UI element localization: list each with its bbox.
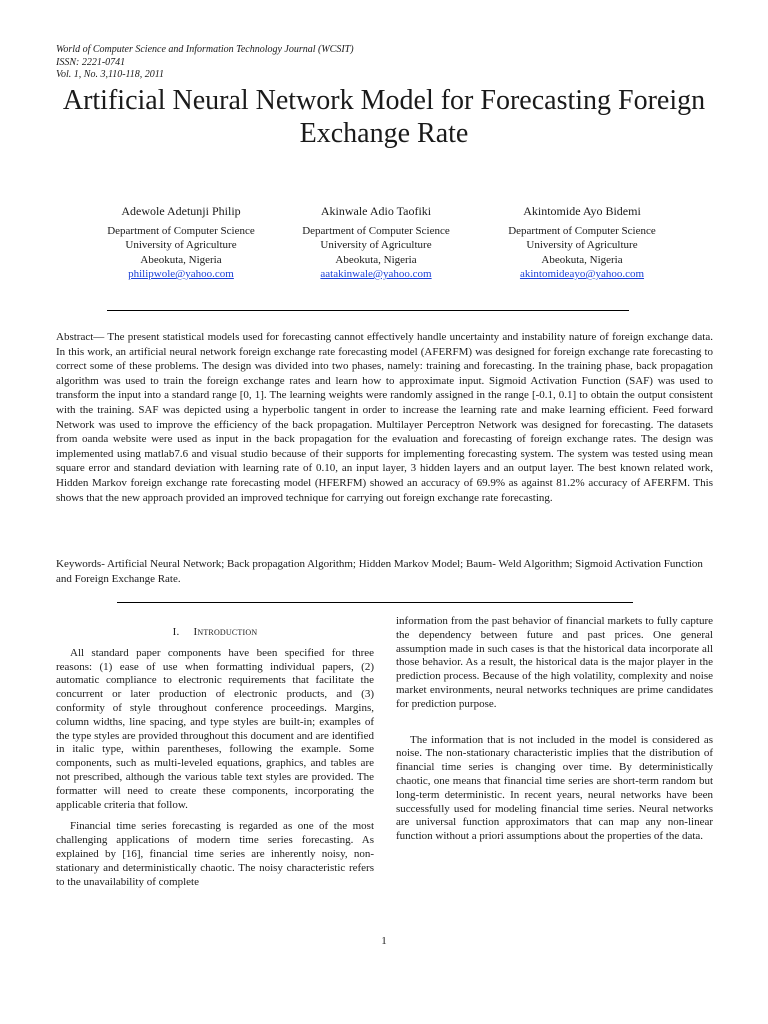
section-number: I. [172, 626, 180, 638]
paragraph: information from the past behavior of financial markets to fully capture the dependency between future and past prices. One general assumption made in such cases is that the historical data incorporate all those behavior. As a result, the historical data is the major player in the prediction process. Because of the high volatility, complexity and noise market environments, neural networks techniques are prime candidates for prediction purpose. [396, 615, 713, 710]
author-department: Department of Computer Science [302, 224, 450, 237]
paragraph: Financial time series forecasting is regarded as one of the most challenging applications of modern time series forecasting. As explained by [16], financial time series are inherently noisy, non-stationary and deterministically chaotic. The noisy characteristic refers to the unavailability of complete [56, 820, 374, 888]
divider-bottom [117, 602, 633, 603]
author-2 [283, 204, 469, 282]
journal-issn: ISSN: 2221-0741 [56, 56, 126, 68]
author-name: Akinwale Adio Taofiki [320, 204, 432, 218]
keywords-text: Keywords- Artificial Neural Network; Back propagation Algorithm; Hidden Markov Model; Baum- Weld Algorithm; Sigmoid Activation Function and Foreign Exchange Rate. [56, 558, 703, 585]
right-column [396, 615, 713, 844]
author-name: Akintomide Ayo Bidemi [523, 204, 641, 218]
author-1 [88, 204, 274, 282]
journal-volume: Vol. 1, No. 3,110-118, 2011 [56, 69, 165, 80]
divider-top [107, 310, 629, 311]
page-number: 1 [381, 935, 387, 947]
author-department: Department of Computer Science [107, 224, 255, 237]
author-university: University of Agriculture [320, 239, 432, 251]
author-university: University of Agriculture [526, 239, 638, 251]
abstract-text: Abstract— The present statistical models used for forecasting cannot effectively handle uncertainty and instability nature of foreign exchange data. In this work, an artificial neural network foreign exchange rate forecasting model (AFERFM) was designed for foreign exchange rate forecasting to correct some of these problems. The design was divided into two phases, namely: training and forecasting. In the training phase, back propagation algorithm was used to train the foreign exchange rates and learn how to approximate input. Sigmoid Activation Function (SAF) was used to transform the input into a standard range [0, 1]. The learning weights were randomly assigned in the range [-0.1, 0.1] to obtain the output consistent with the training. SAF was depicted using a hyperbolic tangent in order to increase the learning rate and make learning efficient. Feed forward Network was used to improve the efficiency of the back propagation. Multilayer Perceptron Network was designed for forecasting. The datasets from oanda website were used as input in the back propagation for the evaluation and forecasting of foreign exchange rates. The design was implemented using matlab7.6 and visual studio because of their supports for implementing forecasting system. The system was tested using mean square error and standard deviation with learning rate of 0.10, an input layer, 3 hidden layers and an output layer. The best known related work, Hidden Markov foreign exchange rate forecasting model (HFERFM) showed an accuracy of 69.9% as against 81.2% accuracy of AFERFM. This shows that the new approach provided an improved technique for carrying out foreign exchange rate forecasting. [56, 331, 713, 504]
section-title: Introduction [193, 626, 258, 638]
section-heading [56, 626, 374, 640]
journal-name: World of Computer Science and Information Technology Journal (WCSIT) [56, 44, 354, 55]
author-city: Abeokuta, Nigeria [541, 253, 623, 266]
author-email-link[interactable]: akintomideayo@yahoo.com [519, 268, 645, 280]
author-university: University of Agriculture [125, 239, 237, 251]
author-department: Department of Computer Science [508, 224, 656, 237]
paragraph: All standard paper components have been specified for three reasons: (1) ease of use when formatting individual papers, (2) automatic compliance to electronic requirements that facilitate the concurrent or later production of electronic products, and (3) conformity of style throughout conference proceedings. Margins, column widths, line spacing, and type styles are built-in; examples of the type styles are provided throughout this document and are identified in italic type, within parentheses, following the example. Some components, such as multi-leveled equations, graphics, and tables are not prescribed, although the various table text styles are provided. The formatter will need to create these components, incorporating the applicable criteria that follow. [56, 646, 374, 811]
journal-header [56, 44, 354, 82]
author-email-link[interactable]: aatakinwale@yahoo.com [320, 268, 432, 280]
author-city: Abeokuta, Nigeria [335, 253, 417, 266]
author-name: Adewole Adetunji Philip [121, 204, 241, 218]
paper-title: Artificial Neural Network Model for Forecasting Foreign Exchange Rate [62, 85, 706, 149]
author-3 [487, 204, 677, 282]
paragraph: The information that is not included in the model is considered as noise. The non-stationary characteristic implies that the distribution of financial time series is changing over time. By deterministically chaotic, one means that financial time series are short-term random but long-term deterministic. In recent years, neural networks have been successfully used for modeling financial time series. Neural networks are universal function approximators that can map any non-linear function without a priori assumptions about the properties of the data. [396, 733, 713, 843]
author-email-link[interactable]: philipwole@yahoo.com [128, 268, 234, 280]
left-column [56, 626, 374, 889]
author-block [0, 204, 768, 284]
author-city: Abeokuta, Nigeria [140, 253, 222, 266]
